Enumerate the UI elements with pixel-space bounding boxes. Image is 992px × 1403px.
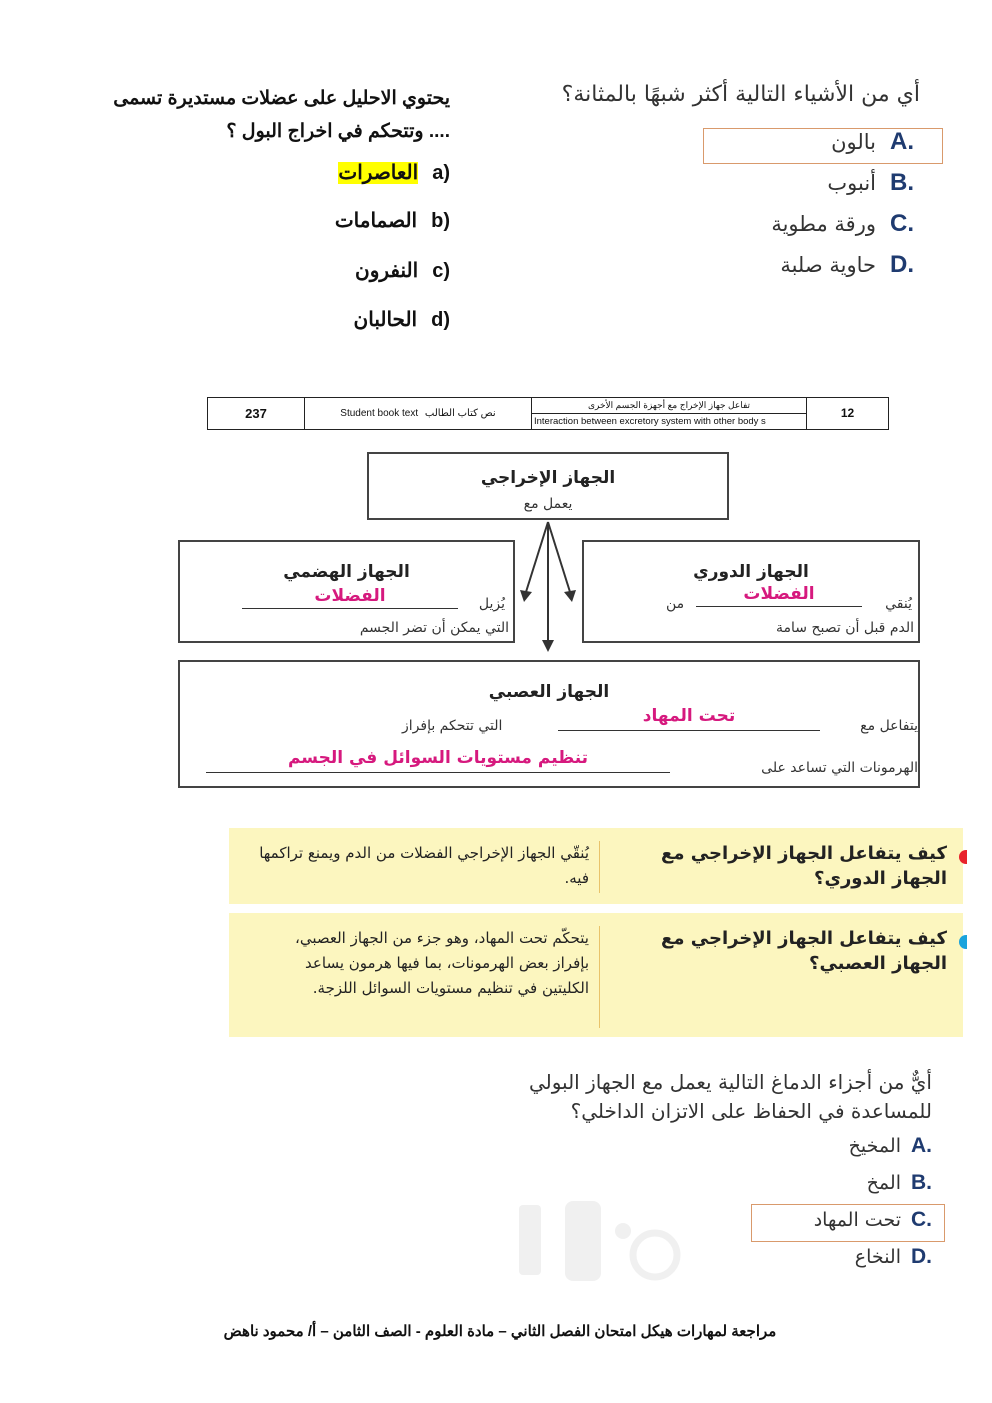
book-header-table <box>207 397 889 430</box>
option-label: d) <box>431 309 450 331</box>
option-letter: A. <box>890 128 914 155</box>
page-number: 237 <box>245 406 267 421</box>
option-text: بالون <box>831 130 876 154</box>
q2-option-c[interactable] <box>355 258 450 283</box>
q3-question: أيٌّ من أجزاء الدماغ التالية يعمل مع الجهاز البولي للمساعدة في الحفاظ على الاتزان الداخلي؟ <box>528 1070 932 1123</box>
qa-question: كيف يتفاعل الجهاز الإخراجي مع الجهاز العصبي؟ <box>661 928 947 974</box>
nervous-title: الجهاز العصبي <box>488 682 610 702</box>
q2-option-a[interactable] <box>338 160 450 185</box>
watermark-robot-icon <box>515 1195 695 1290</box>
nervous-box <box>178 660 920 788</box>
option-label: b) <box>431 210 450 232</box>
option-text: حاوية صلبة <box>780 253 876 277</box>
digestive-fill: الفضلات <box>314 586 386 606</box>
circulatory-fill: الفضلات <box>743 584 815 604</box>
option-text: ورقة مطوية <box>771 212 876 236</box>
arrow-right <box>548 522 570 592</box>
blank-line <box>242 608 458 609</box>
digestive-box <box>178 540 515 643</box>
arrow-left <box>526 522 548 592</box>
q2-question-line1: يحتوي الاحليل على عضلات مستديرة تسمى <box>113 88 450 109</box>
option-text: النخاع <box>854 1246 901 1268</box>
circulatory-post: الدم قبل أن تصبح سامة <box>776 620 914 636</box>
topic-cell <box>531 398 806 429</box>
source-ar: نص كتاب الطالب <box>424 408 496 419</box>
excretory-title: الجهاز الإخراجي <box>480 468 616 488</box>
digestive-pre: يُزيل <box>478 596 505 612</box>
topic-en: Interaction between excretory system with other body s <box>534 416 766 427</box>
bullet-icon <box>959 850 967 864</box>
circulatory-pre: يُنقي <box>885 596 912 612</box>
option-letter: C. <box>890 210 914 237</box>
source-cell <box>304 398 531 429</box>
q2-option-b[interactable] <box>335 208 450 233</box>
blank-line <box>696 606 862 607</box>
q1-question: أي من الأشياء التالية أكثر شبهًا بالمثانة؟ <box>561 82 920 107</box>
blank-line <box>206 772 670 773</box>
option-text: الصمامات <box>334 210 418 232</box>
qa-answer: يُنقّي الجهاز الإخراجي الفضلات من الدم ويمنع تراكمها فيه. <box>257 841 600 893</box>
circulatory-mid: من <box>666 596 685 612</box>
option-text: النفرون <box>355 260 419 282</box>
option-text-highlighted: العاصرات <box>338 162 419 184</box>
q2-question <box>110 82 450 148</box>
q3-option-d[interactable] <box>855 1245 932 1269</box>
qa-card-nervous <box>229 913 963 1037</box>
digestive-post: التي يمكن أن تضر الجسم <box>359 620 509 636</box>
option-text: المخيخ <box>848 1135 901 1157</box>
option-letter: B. <box>890 169 914 196</box>
nervous-fill-2: تنظيم مستويات السوائل في الجسم <box>287 748 589 768</box>
qa-card-circulatory <box>229 828 963 904</box>
option-label: a) <box>432 162 450 184</box>
q3-option-b[interactable] <box>867 1171 932 1195</box>
nervous-mid: التي تتحكم بإفراز <box>402 718 503 734</box>
option-text: تحت المهاد <box>813 1209 901 1231</box>
topic-ar: تفاعل جهاز الإخراج مع أجهزة الجسم الأخرى <box>532 398 806 414</box>
q2-question-line2: .... وتتحكم في اخراج البول ؟ <box>226 121 450 142</box>
digestive-title: الجهاز الهضمي <box>283 562 410 582</box>
page-footer: مراجعة لمهارات هيكل امتحان الفصل الثاني – مادة العلوم - الصف الثامن – أ/ محمود ناهض <box>223 1323 777 1340</box>
arrowhead-left <box>520 590 532 602</box>
excretory-subtitle: يعمل مع <box>523 496 573 512</box>
blank-line <box>558 730 820 731</box>
nervous-pre-2: الهرمونات التي تساعد على <box>761 760 918 776</box>
arrowhead-right <box>564 590 576 602</box>
option-text: المخ <box>866 1172 901 1194</box>
excretory-box <box>367 452 729 520</box>
q3-option-c[interactable] <box>814 1208 932 1232</box>
option-label: c) <box>432 260 450 282</box>
option-text: أنبوب <box>827 171 876 195</box>
option-letter: D. <box>911 1245 932 1268</box>
q1-option-b[interactable] <box>827 169 914 197</box>
circulatory-title: الجهاز الدوري <box>693 562 809 582</box>
arrowhead-down <box>542 640 554 652</box>
nervous-pre: يتفاعل مع <box>860 718 918 734</box>
q1-option-c[interactable] <box>771 210 914 238</box>
circulatory-box <box>582 540 920 643</box>
lesson-number: 12 <box>806 398 888 429</box>
option-letter: A. <box>911 1134 932 1157</box>
option-letter: B. <box>911 1171 932 1194</box>
source-en: Student book text <box>340 408 419 419</box>
qa-question: كيف يتفاعل الجهاز الإخراجي مع الجهاز الدوري؟ <box>661 843 947 889</box>
q1-option-a[interactable] <box>831 128 914 156</box>
nervous-fill-1: تحت المهاد <box>642 706 736 726</box>
option-text: الحالبان <box>353 309 418 331</box>
q2-option-d[interactable] <box>354 307 450 332</box>
qa-answer: يتحكّم تحت المهاد، وهو جزء من الجهاز العصبي، بإفراز بعض الهرمونات، بما فيها هرمون يساعد الكليتين في تنظيم مستويات السوائل اللزجة. <box>257 926 600 1028</box>
q1-option-d[interactable] <box>780 251 914 279</box>
option-letter: D. <box>890 251 914 278</box>
option-letter: C. <box>911 1208 932 1231</box>
bullet-icon <box>959 935 967 949</box>
q3-option-a[interactable] <box>849 1134 932 1158</box>
